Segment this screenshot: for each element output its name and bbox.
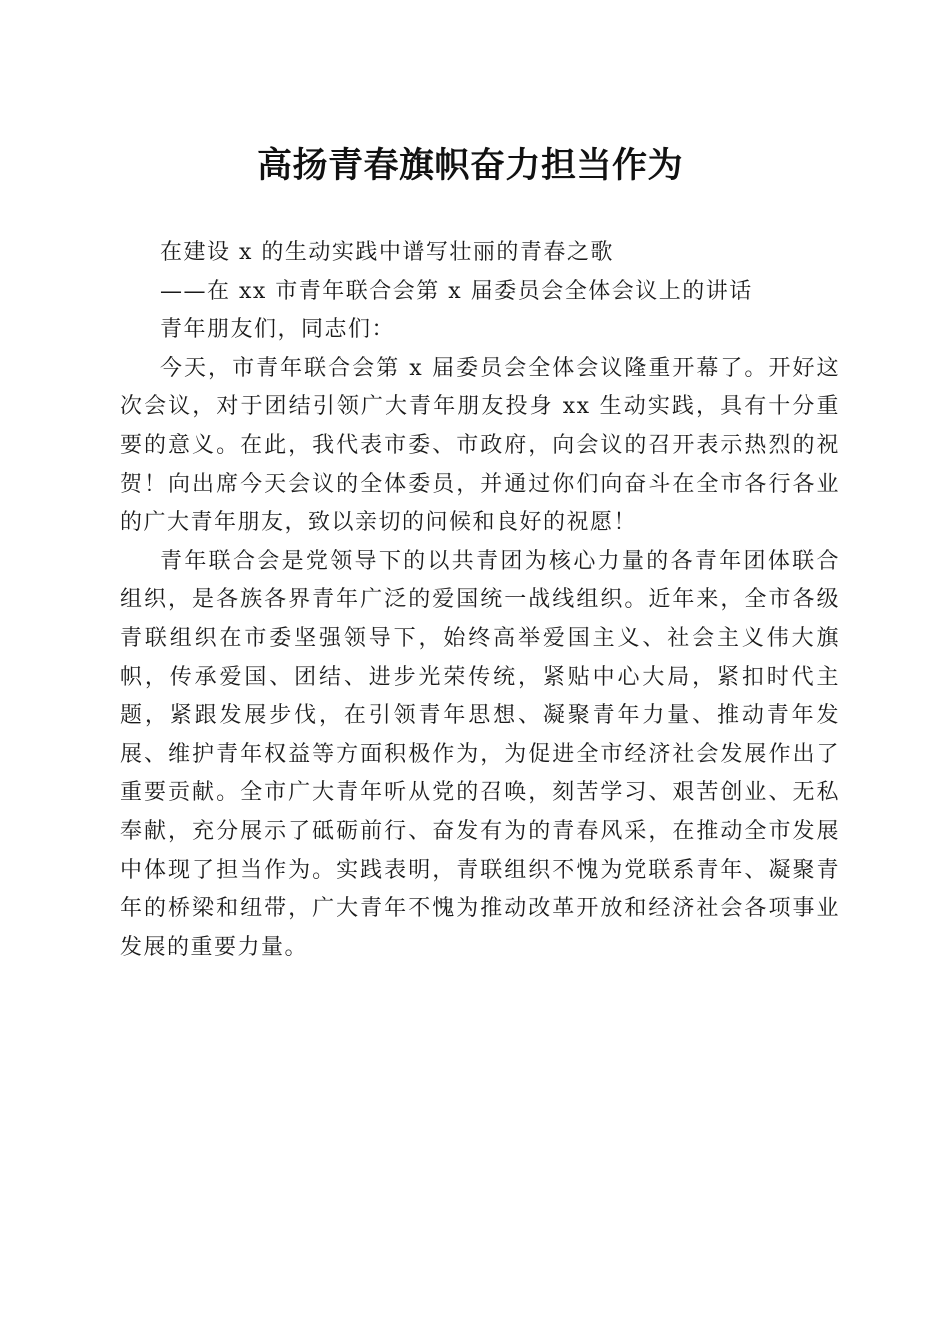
- subtitle-line-2: ——在 xx 市青年联合会第 x 届委员会全体会议上的讲话: [160, 278, 753, 304]
- document-body: [120, 234, 840, 967]
- paragraph-2: 青年联合会是党领导下的以共青团为核心力量的各青年团体联合组织，是各族各界青年广泛的爱国统一战线组织。近年来，全市各级青联组织在市委坚强领导下，始终高举爱国主义、社会主义伟大旗帜，传承爱国、团结、进步光荣传统，紧贴中心大局，紧扣时代主题，紧跟发展步伐，在引领青年思想、凝聚青年力量、推动青年发展、维护青年权益等方面积极作为，为促进全市经济社会发展作出了重要贡献。全市广大青年听从党的召唤，刻苦学习、艰苦创业、无私奉献，充分展示了砥砺前行、奋发有为的青春风采，在推动全市发展中体现了担当作为。实践表明，青联组织不愧为党联系青年、凝聚青年的桥梁和纽带，广大青年不愧为推动改革开放和经济社会各项事业发展的重要力量。: [120, 548, 840, 960]
- subtitle-line-1: 在建设 x 的生动实践中谱写壮丽的青春之歌: [160, 240, 614, 265]
- salutation: 青年朋友们，同志们：: [160, 317, 396, 343]
- paragraph-1: 今天，市青年联合会第 x 届委员会全体会议隆重开幕了。开好这次会议，对于团结引领广大青年朋友投身 xx 生动实践，具有十分重要的意义。在此，我代表市委、市政府，向会议的召开表示热烈的祝贺！向出席今天会议的全体委员，并通过你们向奋斗在全市各行各业的广大青年朋友，致以亲切的问候和良好的祝愿！: [120, 355, 840, 536]
- document-title: 高扬青春旗帜奋力担当作为: [256, 145, 683, 186]
